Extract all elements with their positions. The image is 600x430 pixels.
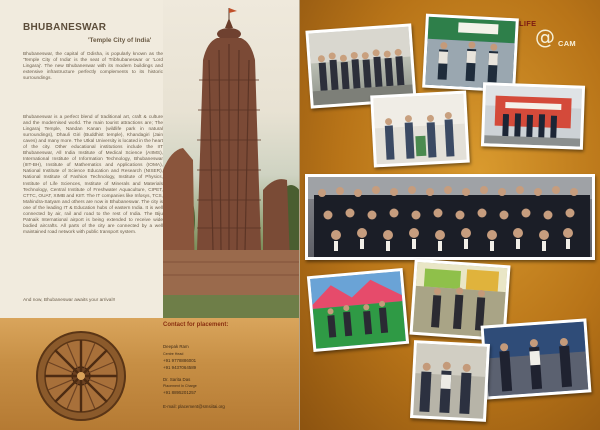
konark-wheel-panel	[0, 318, 300, 430]
lingaraj-temple-photo	[163, 0, 300, 318]
city-subtitle: 'Temple City of India'	[88, 37, 152, 44]
logo-cam-text: CAM	[558, 39, 576, 48]
event-photo	[307, 268, 409, 352]
konark-wheel-icon	[33, 328, 129, 424]
contact-name: Dr. Sarita Das	[163, 377, 191, 382]
description-paragraph: Bhubaneswar is a perfect blend of traditional art, craft & culture and the modernised world. The main tourist attractions are; The Lingaraj Temple, Nandan Kanan (wildlife park in natural surroundings), Dhauli Giri (Buddhist temple), Khandagiri (Jain caves) and many more. The Utkal University is located in the heart of the city. Other educational institutions include the IIT Bhubaneswar, All India Institute of Medical Science (AIIMS), International Institute of Information Technology, Bhubaneswar (IIIT-BH), Institute of Mathematics and Applications (IOMA), National Institute of Science Education and Research (NISER), National Institute of Fashion Technology, Institute of Physics, Institute of Life Sciences, Institute of Minerals and Materials Technology, Central Institute of Freshwater Aquaculture, CIPET, CTTC, OUAT, XIMB and KIIT. The IT companies like Infosys, TCS, Mahindra-Satyam and others are now in Bhubaneswar. The city is one of the leading IT & Education hubs of eastern India. It is well connected by air, rail and road to the rest of India. The Biju Patnaik International airport is being extended to receive wide bodied aircrafts. All parts of the city are connected by a well maintained road network with public transport system.	[23, 115, 163, 235]
event-photo	[422, 14, 519, 93]
contact-phone: +91 9437064589	[163, 365, 197, 370]
contact-name: Deepak Ram	[163, 344, 189, 349]
contact-phone: +91 8895201257	[163, 390, 197, 395]
event-photo	[481, 82, 585, 150]
contact-title: Contact for placement:	[163, 322, 229, 328]
intro-paragraph: Bhubaneswar, the capital of Odisha, is popularly known as the 'Temple City of India' is the seat of Tribhubaneswar or 'Lord Lingaraj'. The new Bhubaneswar with its modern buildings and extensive infrastructure perfectly complements to its historic surroundings.	[23, 52, 163, 82]
contact-role: Placement In Charge	[163, 384, 197, 388]
contact-role: Centre Head	[163, 352, 184, 356]
contact-phone: +91 9778886001	[163, 358, 197, 363]
contact-email: E-mail: placement@smsiitai.org	[163, 404, 225, 409]
right-page	[300, 0, 600, 430]
group-photo	[305, 174, 595, 260]
event-photo	[410, 340, 490, 422]
event-photo	[481, 318, 592, 399]
event-photo	[370, 91, 470, 168]
city-title: BHUBANESWAR	[23, 22, 107, 33]
closing-paragraph: And now, Bhubaneswar awaits your arrival!!	[23, 298, 116, 303]
logo-life-text: LIFE	[519, 19, 537, 28]
logo-at-icon: @	[535, 25, 555, 49]
